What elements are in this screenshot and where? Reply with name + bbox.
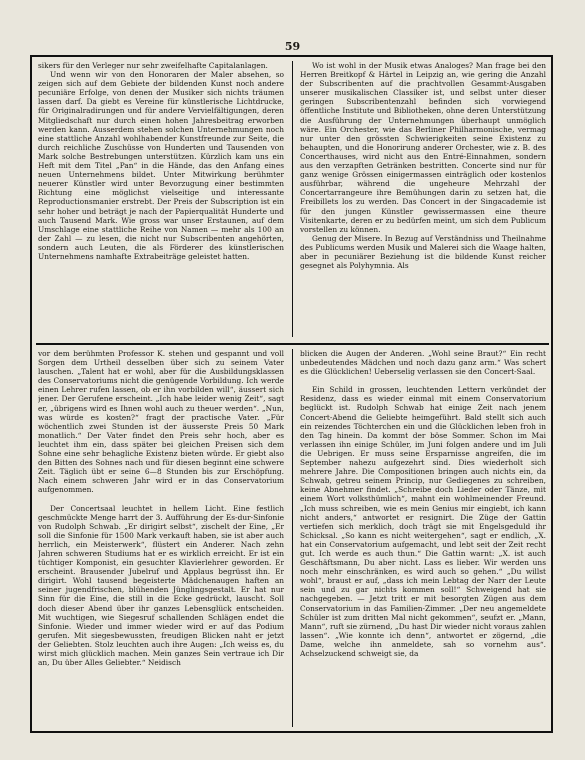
paragraph: sikers für den Verleger nur sehr zweifelhafte Capitalanlagen. bbox=[38, 61, 268, 70]
paragraph: Der Concertsaal leuchtet in hellem Licht. Eine festlich geschmückte Menge harrt der 3. Aufführung der Es-dur-Sinfonie von Rudolph Schwab. „Er dirigirt selbst“, zischelt der Eine, „Er soll die Sinfonie für 1500 Mark verkauft haben, sie ist aber auch herrlich, ein Meisterwerk“, flüstert ein Anderer. Nach zehn Jahren schweren Studiums hat er es wirklich erreicht. Er ist ein tüchtiger Komponist, ein gesuchter Klavierlehrer geworden. Er erscheint. Brausender Jubelruf und Applaus begrüsst ihn. Er dirigirt. Wohl tausend begeisterte Mädchenaugen haften an seiner jugendfrischen, blühenden Jünglingsgestalt. Er hat nur Sinn für die Eine, die still in die Ecke gedrückt, lauscht. Soll doch dieser Abend über ihr ganzes Lebensglück entscheiden. Mit wuchtigen, wie Siegesruf schallenden Schlägen endet die Sinfonie. Wieder und immer wieder wird er auf das Podium gerufen. Mit siegesbewussten, freudigen Blicken naht er jetzt der Geliebten. Stolz leuchten auch ihre Augen: „Ich weiss es, du wirst mich glücklich machen. Mein ganzes Sein vertraue ich Dir an, Du über Alles Geliebter.“ Neidisch bbox=[38, 503, 284, 668]
article-frame bbox=[30, 55, 553, 733]
paragraph: Ein Schild in grossen, leuchtenden Lettern verkündet der Residenz, dass es wieder einmal mit einem Conservatorium beglückt ist. Rudolph Schwab hat einige Zeit nach jenem Concert-Abend die Geliebte heimgeführt. Bald stellt sich auch ein reizendes Töchterchen ein und die Glücklichen leben froh in den Tag hinein. Da kommt der böse Sommer. Schon im Mai verlassen ihn einige Schüler, im Juni folgen andere und im Juli die Uebrigen. Er muss seine Ersparnisse angreifen, die im September nahezu aufgezehrt sind. Dies wiederholt sich mehrere Jahre. Die Compositionen bringen auch nichts ein, da Schwab, getreu seinem Princip, nur Gediegenes zu schreiben, keine Abnehmer findet. „Schreibe doch Lieder oder Tänze, mit einem Wort volksthümlich“, mahnt ein wohlmeinender Freund. „Ich muss schreiben, wie es mein Genius mir eingiebt, ich kann nicht anders,“ antwortet er resignirt. Die Züge der Gattin vertiefen sich merklich, doch trägt sie mit Engelsgeduld ihr Schicksal. „So kann es nicht weitergehen“, sagt er endlich, „X. hat ein Conservatorium aufgemacht, und lebt seit der Zeit recht gut. Ich werde es auch thun.“ Die Gattin warnt: „X. ist auch Geschäftsmann, Du aber nicht. Lass es lieber. Wir werden uns noch mehr einschränken, es wird auch so gehen.“ „Du willst wohl“, braust er auf, „dass ich mein Lebtag der Narr der Leute sein und zu gar nichts kommen soll!“ Schweigend hat sie nachgegeben. — Jetzt tritt er mit besorgten Zügen aus dem Conservatorium in das Familien-Zimmer. „Der neu angemeldete Schüler ist zum dritten Mal nicht gekommen“, seufzt er. „Mann, Mann“, ruft sie zürnend, „Du hast Dir wieder nicht voraus zahlen lassen“. „Wie konnte ich denn“, antwortet er zögernd, „die Dame, welche ihn anmeldete, sah so vornehm aus“. Achselzuckend schweigt sie, da bbox=[300, 385, 546, 658]
column-divider bbox=[292, 61, 293, 337]
bottom-left-column bbox=[38, 349, 284, 729]
paragraph: Wo ist wohl in der Musik etwas Analoges? Man frage bei den Herren Breitkopf & Härtel in Leipzig an, wie gering die Anzahl der Subscribenten auf die prachtvollen Gesammt-Ausgaben unserer musikalischen Classiker ist, und selbst unter dieser geringen Subscribentenzahl befinden sich vorwiegend öffentliche Institute und Bibliotheken, ohne deren Unterstützung die Ausführung der Unternehmungen überhaupt unmöglich wäre. Ein Orchester, wie das Berliner Philharmonische, vermag nur unter den grössten Schwierigkeiten seine Existenz zu behaupten, und die Honorirung anderer Orchester, wie z. B. des Concerthauses, wird nicht aus den Entré-Einnahmen, sondern aus den verzapften Getränken bestritten. Concerte sind nur für ganz wenige Grössen einigermassen einträglich oder kostenlos ausführbar, während die ungeheure Mehrzahl der Concertarrangeure ihre Bemühungen darin zu setzen hat, die Freibillets los zu werden. Das Concert in der Singacademie ist für den jungen Künstler gewissermassen eine theure Visitenkarte, deren er zu bedürfen meint, um sich dem Publicum vorstellen zu können. bbox=[300, 61, 546, 234]
section-divider bbox=[36, 343, 549, 345]
bottom-right-column bbox=[300, 349, 546, 729]
paragraph: vor dem berühmten Professor K. stehen und gespannt und voll Sorgen dem Urtheil desselben über sich zu seinem Vater lauschen. „Talent hat er wohl, aber für die Ausbildungsklassen des Conservatoriums nicht die genügende Vorbildung. Ich werde einen Lehrer rufen lassen, ob er ihn vorbilden will“, äussert sich jener. Der Gerufene erscheint. „Ich habe leider wenig Zeit“, sagt er, „übrigens wird es Ihnen wohl auch zu theuer werden“. „Nun, was würde es kosten?“ fragt der practische Vater. „Für wöchentlich zwei Stunden ist der äusserste Preis 50 Mark monatlich.“ Der Vater findet den Preis sehr hoch, aber es leuchtet ihm ein, dass später bei gleichen Preisen sich dem Sohne eine sehr behagliche Existenz bieten würde. Er giebt also den Bitten des Sohnes nach und für diesen beginnt eine schwere Zeit. Täglich übt er seine 6—8 Stunden bis zur Erschöpfung. Nach einem schweren Jahr wird er in das Conservatorium aufgenommen. bbox=[38, 349, 284, 495]
top-left-column bbox=[38, 61, 284, 339]
top-right-column bbox=[300, 61, 546, 339]
paragraph: Genug der Misere. In Bezug auf Verständniss und Theilnahme des Publicums werden Musik und Malerei sich die Waage halten, aber in pecuniärer Beziehung ist die bildende Kunst reicher gesegnet als Polyhymnia. Als bbox=[300, 233, 546, 271]
page-number: 59 bbox=[284, 40, 301, 53]
paragraph: Und wenn wir von den Honoraren der Maler absehen, so zeigen sich auf dem Gebiete der bildenden Kunst noch andere pecuniäre Erfolge, von denen der Musiker sich nichts träumen lassen darf. Da giebt es Vereine für künstlerische Lichtdrucke, für Originalradirungen und für andere Vervielfältigungen, deren Mitgliedschaft nur durch einen hohen Jahresbeitrag erworben werden kann. Ausserdem stehen solchen Unternehmungen noch eine stattliche Anzahl wohlhabender Kunstfreunde zur Seite, die durch reichliche Zuschüsse von Hunderten und Tausenden von Mark solche Bestrebungen unterstützen. Kürzlich kam uns ein Heft mit dem Titel „Pan“ in die Hände, das den Anfang eines neuen Unternehmens bildet. Unter Mitwirkung berühmter neuerer Künstler wird unter Bevorzugung einer bestimmten Richtung eine möglichst vielseitige und interessante Reproductionsmanier erstrebt. Der Preis der Subscription ist ein sehr hoher und beträgt je nach der Papierqualität Hunderte und auch Tausend Mark. Wie gross war unser Erstaunen, auf dem Umschlage eine stattliche Reihe von Namen — mehr als 100 an der Zahl — zu lesen, die nicht nur Subscribenten angehörten, sondern auch Leuten, die als Förderer des künstlerischen Unternehmens namhafte Extrabeiträge geleistet hatten. bbox=[38, 70, 284, 261]
paragraph: blicken die Augen der Anderen. „Wohl seine Braut?“ Ein recht unbedeutendes Mädchen und noch dazu ganz arm.“ Was schert es die Glücklichen! Ueberselig verlassen sie den Concert-Saal. bbox=[300, 349, 546, 377]
column-divider bbox=[292, 349, 293, 727]
